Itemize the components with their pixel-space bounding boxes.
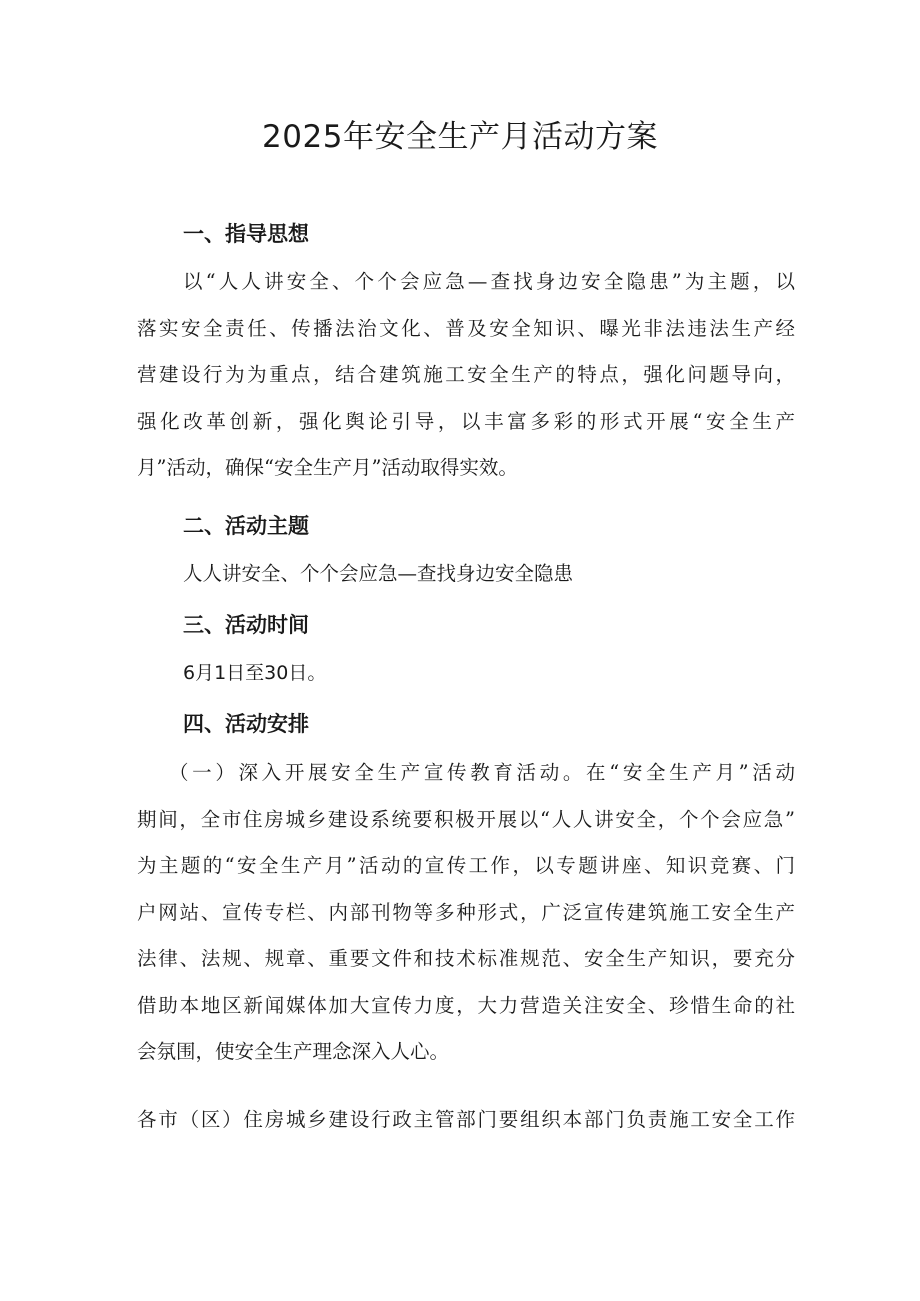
- paragraph-line: 户网站、宣传专栏、内部刊物等多种形式，广泛宣传建筑施工安全生产: [137, 900, 795, 924]
- section-paragraph-guiding-ideology: [137, 259, 795, 492]
- paragraph-line: 营建设行为为重点，结合建筑施工安全生产的特点，强化问题导向，: [137, 363, 795, 386]
- section-text-time: 6月1日至30日。: [183, 662, 327, 684]
- section-heading-arrangement: 四、活动安排: [183, 712, 309, 736]
- section-paragraph-continuation: [137, 1097, 795, 1144]
- paragraph-line: 借助本地区新闻媒体加大宣传力度，大力营造关注安全、珍惜生命的社: [137, 993, 795, 1017]
- section-paragraph-arrangement: [137, 750, 795, 1076]
- section-text-theme: 人人讲安全、个个会应急—查找身边安全隐患: [183, 562, 574, 585]
- paragraph-line: 为主题的“安全生产月”活动的宣传工作，以专题讲座、知识竞赛、门: [137, 854, 795, 877]
- section-heading-guiding-ideology: 一、指导思想: [183, 222, 309, 246]
- paragraph-line: 期间，全市住房城乡建设系统要积极开展以“人人讲安全，个个会应急”: [137, 807, 795, 831]
- paragraph-line: 强化改革创新，强化舆论引导，以丰富多彩的形式开展“安全生产: [137, 409, 795, 433]
- section-heading-time: 三、活动时间: [183, 613, 309, 637]
- document-title: 2025年安全生产月活动方案: [262, 119, 658, 155]
- paragraph-line: 以“人人讲安全、个个会应急—查找身边安全隐患”为主题，以: [183, 270, 795, 293]
- paragraph-line: （一）深入开展安全生产宣传教育活动。在“安全生产月”活动: [169, 761, 795, 784]
- section-heading-theme: 二、活动主题: [183, 514, 309, 538]
- paragraph-line: 落实安全责任、传播法治文化、普及安全知识、曝光非法违法生产经: [137, 316, 795, 340]
- paragraph-line: 法律、法规、规章、重要文件和技术标准规范、安全生产知识，要充分: [137, 947, 795, 970]
- paragraph-line: 各市（区）住房城乡建设行政主管部门要组织本部门负责施工安全工作: [137, 1108, 795, 1131]
- paragraph-line: 会氛围，使安全生产理念深入人心。: [137, 1040, 450, 1063]
- paragraph-line: 月”活动，确保“安全生产月”活动取得实效。: [137, 456, 518, 479]
